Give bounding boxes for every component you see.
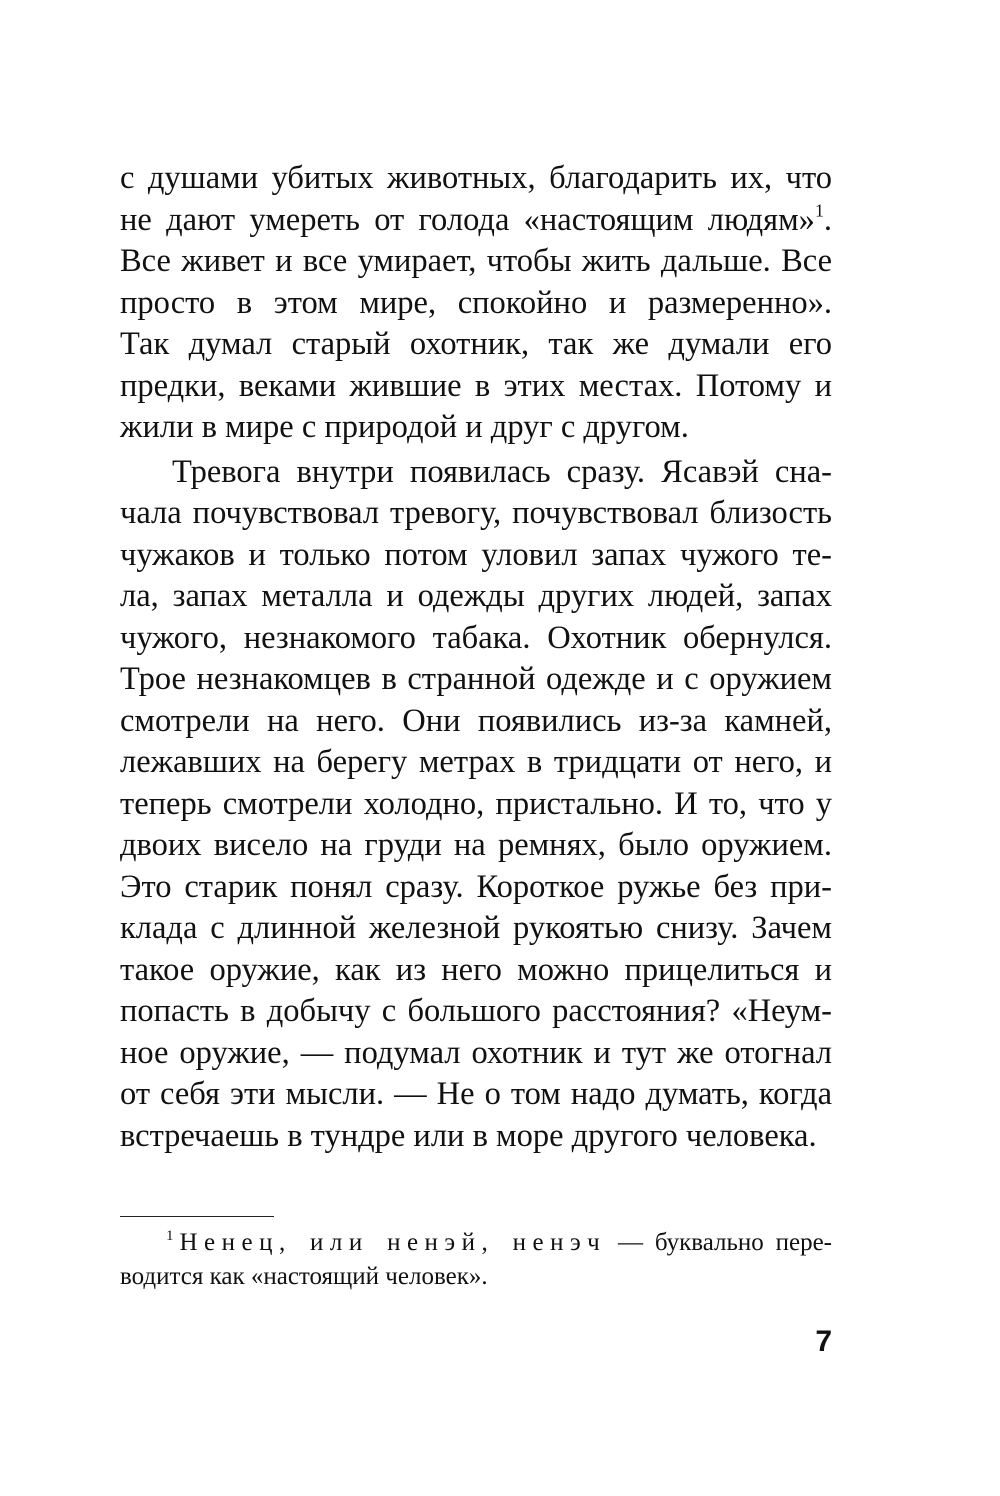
text-line: чужаков и только потом уловил запах чужого те- xyxy=(120,536,832,573)
page-number: 7 xyxy=(815,1325,832,1358)
text-line: Это старик понял сразу. Короткое ружье без при- xyxy=(120,868,832,905)
text-line: смотрели на него. Они появились из-за камней, xyxy=(120,702,832,739)
text-line: теперь смотрели холодно, пристально. И то, что у xyxy=(120,785,832,822)
text-line: двоих висело на груди на ремнях, было оружием. xyxy=(120,827,832,863)
text-line: Все живет и все умирает, чтобы жить дальше. Все xyxy=(120,243,832,279)
footnote-line: водится как «настоящий человек». xyxy=(120,1263,488,1290)
footnote-divider xyxy=(120,1216,274,1217)
footnote-line: $^1$ Ненец, или ненэй, ненэч — буквально пере- xyxy=(166,1228,832,1256)
text-line: клада с длинной железной рукоятью снизу. Зачем xyxy=(120,910,832,946)
text-line: ное оружие, — подумал охотник и тут же отогнал xyxy=(120,1034,832,1071)
text-line: не дают умереть от голода «настоящим людям»$^1$. xyxy=(120,200,832,238)
text-line: лежавших на берегу метрах в тридцати от него, и xyxy=(120,744,832,780)
text-line: встречаешь в тундре или в море другого человека. xyxy=(120,1117,817,1154)
text-line: попасть в добычу с большого расстояния? «Неум- xyxy=(120,993,832,1029)
text-line: просто в этом мире, спокойно и размеренно». xyxy=(120,284,832,321)
text-line: от себя эти мысли. — Не о том надо думать, когда xyxy=(120,1076,832,1112)
text-line: чала почувствовал тревогу, почувствовал близость xyxy=(120,495,832,531)
text-line: жили в мире с природой и друг с другом. xyxy=(120,409,689,445)
text-line: Тревога внутри появилась сразу. Ясавэй сна- xyxy=(172,453,832,490)
footnote-term: Ненец, или ненэй, ненэч xyxy=(179,1229,607,1256)
footnote xyxy=(120,1226,832,1294)
text-line: ла, запах металла и одежды других людей, запах xyxy=(120,578,832,614)
footnote-reference[interactable]: 1 xyxy=(814,200,824,221)
text-line: с душами убитых животных, благодарить их, что xyxy=(120,160,832,196)
text-line: такое оружие, как из него можно прицелиться и xyxy=(120,951,832,988)
footnote-mark: 1 xyxy=(166,1228,174,1244)
body-text xyxy=(120,158,832,1157)
text-line: Трое незнакомцев в странной одежде и с оружием xyxy=(120,661,832,697)
text-line: предки, веками жившие в этих местах. Потому и xyxy=(120,367,832,404)
text-line: Так думал старый охотник, так же думали его xyxy=(120,326,832,362)
text-line: чужого, незнакомого табака. Охотник обернулся. xyxy=(120,619,832,656)
